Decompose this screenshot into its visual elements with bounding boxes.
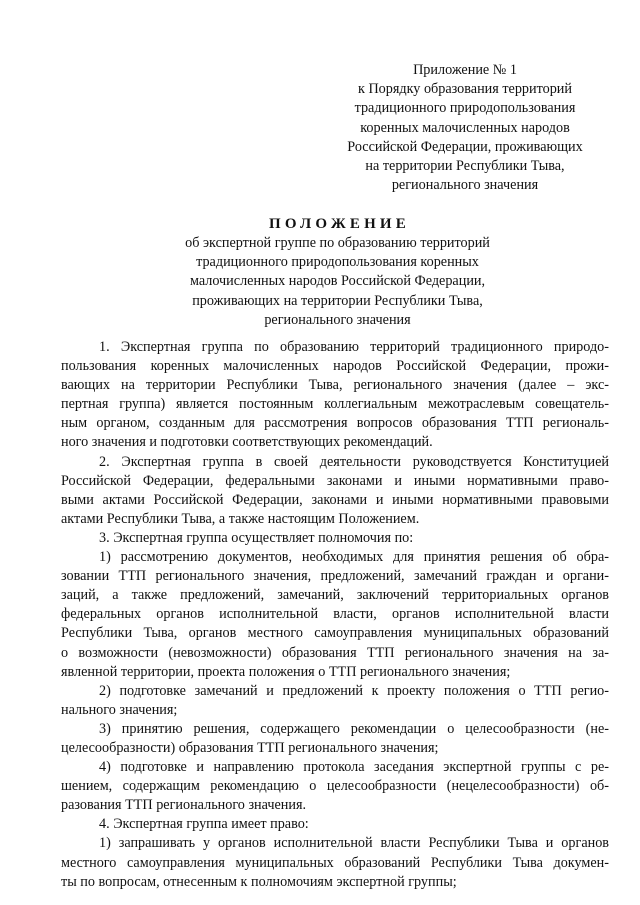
appendix-line: традиционного природопользования [354, 100, 576, 117]
paragraph-1 [61, 338, 609, 453]
appendix-line: коренных малочисленных народов [360, 119, 570, 136]
text-line: пользования коренных малочисленных народов Российской Федерации, прожи- [61, 358, 609, 375]
paragraph-3 [61, 529, 609, 548]
text-line: выми актами Российской Федерации, законами и иными нормативными правовыми [61, 491, 609, 508]
appendix-header [330, 61, 600, 195]
text-line: федеральных органов исполнительной власти, органов исполнительной власти [61, 606, 609, 623]
appendix-line: Приложение № 1 [413, 62, 517, 78]
text-line: 1. Экспертная группа по образованию территорий традиционного природо- [99, 339, 609, 355]
appendix-line: регионального значения [391, 177, 539, 194]
subtitle-line: проживающих на территории Республики Тыва, [192, 292, 483, 309]
text-line: разования ТТП регионального значения. [61, 797, 307, 814]
text-line: 4) подготовке и направлению протокола заседания экспертной группы с ре- [99, 759, 609, 776]
text-line: 2. Экспертная группа в своей деятельности руководствуется Конституцией [99, 453, 609, 470]
document-subtitle [110, 234, 565, 330]
text-line: пертная группа) является постоянным коллегиальным межотраслевым совещатель- [61, 396, 609, 413]
text-line: заций, а также предложений, замечаний, заключений территориальных органов [61, 587, 609, 604]
text-line: 1) запрашивать у органов исполнительной власти Республики Тыва и органов [99, 835, 609, 852]
appendix-line: на территории Республики Тыва, [365, 158, 565, 175]
text-line: ного значения и подготовки соответствующих рекомендаций. [61, 434, 433, 451]
text-line: явленной территории, проекта положения о ТТП регионального значения; [61, 663, 511, 680]
paragraph-3-1 [61, 548, 609, 682]
subtitle-line: об экспертной группе по образованию территорий [185, 235, 490, 251]
text-line: Российской Федерации, федеральными законами и иными нормативными право- [61, 472, 609, 489]
text-line: 3. Экспертная группа осуществляет полномочия по: [99, 529, 414, 546]
text-line: ты по вопросам, отнесенным к полномочиям экспертной группы; [61, 873, 457, 890]
text-line: ным органом, созданным для рассмотрения вопросов образования ТТП региональ- [61, 415, 609, 432]
text-line: шением, содержащим рекомендацию о целесообразности (нецелесообразности) об- [61, 778, 609, 795]
paragraph-3-4 [61, 758, 609, 815]
paragraph-4 [61, 815, 609, 834]
text-line: 2) подготовке замечаний и предложений к проекту положения о ТТП регио- [99, 682, 609, 699]
text-line: зовании ТТП регионального значения, предложений, замечаний граждан и органи- [61, 568, 609, 585]
text-line: 3) принятию решения, содержащего рекомендации о целесообразности (не- [99, 720, 609, 737]
paragraph-3-2 [61, 682, 609, 720]
document-body [61, 338, 609, 892]
document-title: ПОЛОЖЕНИЕ [268, 216, 411, 232]
text-line: 4. Экспертная группа имеет право: [99, 816, 309, 833]
text-line: 1) рассмотрению документов, необходимых для принятия решения об обра- [99, 549, 609, 566]
text-line: целесообразности) образования ТТП регионального значения; [61, 739, 439, 756]
title-block [110, 214, 565, 330]
text-line: актами Республики Тыва, а также настоящим Положением. [61, 510, 420, 527]
paragraph-2 [61, 453, 609, 529]
paragraph-3-3 [61, 720, 609, 758]
text-line: местного самоуправления муниципальных образований Республики Тыва докумен- [61, 854, 609, 871]
appendix-line: Российской Федерации, проживающих [347, 138, 583, 155]
text-line: нального значения; [61, 701, 178, 718]
text-line: Республики Тыва, органов местного самоуправления муниципальных образований [61, 625, 609, 642]
text-line: о возможности (невозможности) образования ТТП регионального значения на за- [61, 644, 609, 661]
text-line: вающих на территории Республики Тыва, регионального значения (далее – экс- [61, 377, 609, 394]
subtitle-line: традиционного природопользования коренных [196, 254, 479, 271]
subtitle-line: регионального значения [264, 311, 411, 328]
appendix-line: к Порядку образования территорий [358, 81, 572, 98]
paragraph-4-1 [61, 834, 609, 891]
subtitle-line: малочисленных народов Российской Федерации, [189, 273, 486, 290]
